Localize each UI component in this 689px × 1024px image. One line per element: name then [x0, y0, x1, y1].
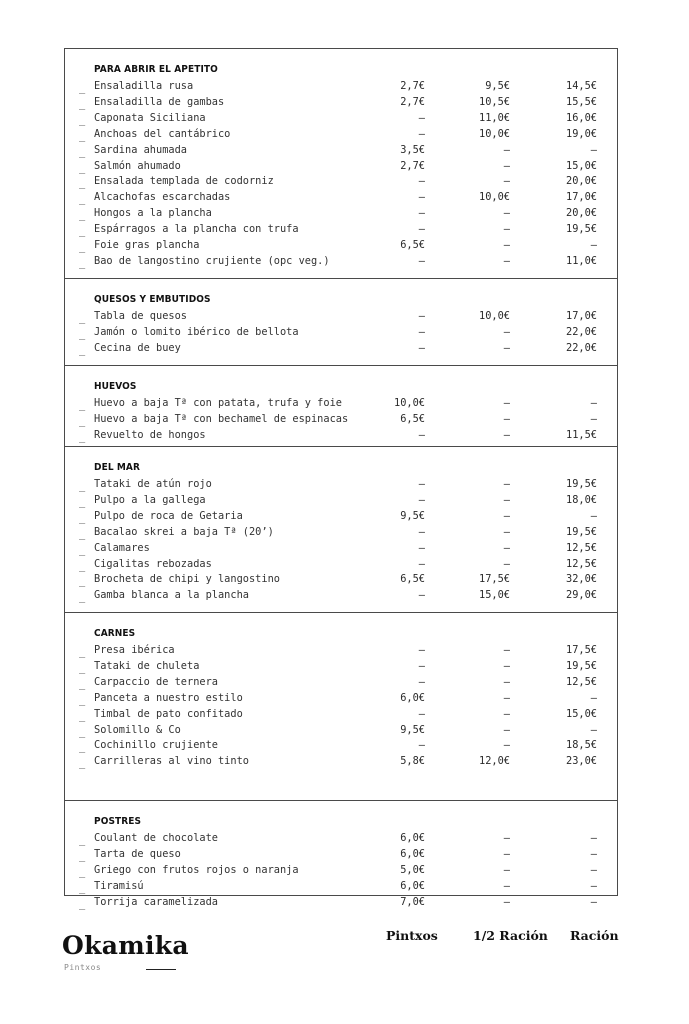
price-portion: 12,5€ — [566, 557, 597, 570]
price-half-portion: — — [503, 691, 510, 704]
price-portion: 32,0€ — [566, 573, 597, 586]
price-half-portion: — — [503, 879, 510, 892]
price-portion: — — [590, 397, 597, 409]
item-name: Ensaladilla de gambas — [94, 95, 225, 108]
price-half-portion: 11,0€ — [479, 111, 510, 124]
bullet-dash: _ — [79, 312, 86, 324]
menu-item — [65, 739, 617, 754]
item-name: Torrija caramelizada — [94, 895, 218, 908]
price-portion: 19,0€ — [566, 127, 597, 140]
bullet-dash: _ — [79, 161, 86, 174]
bullet-dash: _ — [79, 849, 86, 862]
price-half-portion: 17,5€ — [479, 573, 510, 586]
section-title: DEL MAR — [94, 462, 141, 473]
bullet-dash: _ — [79, 575, 86, 588]
price-pintxo: — — [418, 223, 425, 236]
menu-section — [65, 279, 617, 366]
bullet-dash: _ — [79, 527, 86, 540]
bullet-dash: _ — [79, 82, 86, 94]
price-pintxo: 10,0€ — [394, 397, 425, 409]
item-name: Griego con frutos rojos o naranja — [94, 863, 299, 876]
price-pintxo: 2,7€ — [400, 80, 425, 92]
bullet-dash: _ — [79, 543, 86, 556]
item-name: Revuelto de hongos — [94, 428, 206, 441]
section-title: QUESOS Y EMBUTIDOS — [94, 294, 211, 305]
bullet-dash: _ — [79, 559, 86, 572]
item-name: Huevo a baja Tª con bechamel de espinacas — [94, 412, 349, 425]
menu-item — [65, 755, 617, 770]
item-name: Brocheta de chipi y langostino — [94, 573, 280, 586]
menu-item — [65, 708, 617, 723]
bullet-dash: _ — [79, 327, 86, 340]
bullet-dash: _ — [79, 881, 86, 894]
bullet-dash: _ — [79, 177, 86, 190]
section-title: POSTRES — [94, 816, 142, 827]
price-half-portion: — — [503, 707, 510, 720]
menu-section — [65, 801, 617, 910]
item-name: Hongos a la plancha — [94, 207, 212, 220]
price-half-portion: 15,0€ — [479, 589, 510, 602]
price-portion: — — [590, 832, 597, 844]
menu-item — [65, 397, 617, 412]
menu-item — [65, 644, 617, 659]
price-pintxo: — — [418, 175, 425, 188]
item-name: Foie gras plancha — [94, 239, 200, 251]
item-name: Cigalitas rebozadas — [94, 557, 212, 570]
price-half-portion: — — [503, 847, 510, 860]
item-name: Tataki de atún rojo — [94, 478, 212, 490]
bullet-dash: _ — [79, 241, 86, 253]
price-pintxo: 9,5€ — [400, 509, 425, 522]
price-half-portion: — — [503, 739, 510, 752]
price-half-portion: — — [503, 525, 510, 538]
price-half-portion: — — [503, 863, 510, 876]
price-half-portion: — — [503, 644, 510, 656]
price-half-portion: 10,0€ — [479, 191, 510, 204]
item-name: Calamares — [94, 541, 150, 554]
bullet-dash: _ — [79, 343, 86, 356]
item-name: Anchoas del cantábrico — [94, 127, 231, 140]
menu-item — [65, 144, 617, 159]
price-half-portion: — — [503, 675, 510, 688]
item-name: Pulpo de roca de Getaria — [94, 509, 243, 522]
item-name: Sardina ahumada — [94, 143, 187, 156]
price-portion: — — [590, 691, 597, 704]
item-name: Carrilleras al vino tinto — [94, 755, 249, 768]
item-name: Alcachofas escarchadas — [94, 191, 231, 204]
price-half-portion: — — [503, 223, 510, 236]
item-name: Caponata Siciliana — [94, 111, 206, 124]
price-half-portion: — — [503, 541, 510, 554]
menu-item — [65, 526, 617, 541]
price-half-portion: — — [503, 397, 510, 409]
price-pintxo: 9,5€ — [400, 723, 425, 736]
price-portion: 14,5€ — [566, 80, 597, 92]
menu-item — [65, 494, 617, 509]
price-portion: 29,0€ — [566, 589, 597, 602]
price-portion: 17,0€ — [566, 310, 597, 322]
price-pintxo: 6,5€ — [400, 412, 425, 425]
price-half-portion: — — [503, 493, 510, 506]
menu-item — [65, 864, 617, 879]
column-header-racion: Ración — [570, 928, 619, 943]
price-portion: 11,0€ — [566, 254, 597, 267]
price-pintxo: 2,7€ — [400, 159, 425, 172]
price-portion: 22,0€ — [566, 341, 597, 354]
bullet-dash: _ — [79, 209, 86, 222]
item-name: Coulant de chocolate — [94, 832, 218, 844]
brand-subtitle: Pintxos — [64, 963, 102, 972]
menu-item — [65, 429, 617, 444]
menu-section — [65, 447, 617, 613]
price-portion: 20,0€ — [566, 175, 597, 188]
price-pintxo: — — [418, 310, 425, 322]
item-name: Panceta a nuestro estilo — [94, 691, 243, 704]
price-portion: 19,5€ — [566, 478, 597, 490]
item-name: Carpaccio de ternera — [94, 675, 218, 688]
price-portion: — — [590, 239, 597, 251]
price-portion: 12,5€ — [566, 675, 597, 688]
price-portion: 18,5€ — [566, 739, 597, 752]
price-portion: — — [590, 879, 597, 892]
price-pintxo: — — [418, 127, 425, 140]
menu-item — [65, 573, 617, 588]
column-header-pintxos: Pintxos — [386, 928, 438, 943]
section-title: CARNES — [94, 628, 136, 639]
menu-item — [65, 896, 617, 911]
menu-section — [65, 49, 617, 279]
price-half-portion: — — [503, 143, 510, 156]
bullet-dash: _ — [79, 834, 86, 846]
brand-logo: Okamika — [62, 931, 189, 960]
bullet-dash: _ — [79, 741, 86, 754]
price-half-portion: 10,5€ — [479, 95, 510, 108]
bullet-dash: _ — [79, 677, 86, 690]
price-pintxo: 6,0€ — [400, 691, 425, 704]
menu-item — [65, 692, 617, 707]
price-portion: — — [590, 847, 597, 860]
price-half-portion: — — [503, 557, 510, 570]
item-name: Cochinillo crujiente — [94, 739, 218, 752]
bullet-dash: _ — [79, 480, 86, 492]
menu-item — [65, 239, 617, 254]
price-pintxo: — — [418, 493, 425, 506]
bullet-dash: _ — [79, 399, 86, 411]
menu-item — [65, 676, 617, 691]
item-name: Ensaladilla rusa — [94, 80, 194, 92]
bullet-dash: _ — [79, 495, 86, 508]
price-pintxo: — — [418, 739, 425, 752]
price-pintxo: — — [418, 659, 425, 672]
bullet-dash: _ — [79, 661, 86, 674]
price-pintxo: — — [418, 525, 425, 538]
item-name: Tabla de quesos — [94, 310, 187, 322]
price-portion: 23,0€ — [566, 755, 597, 768]
price-portion: 17,0€ — [566, 191, 597, 204]
price-portion: 16,0€ — [566, 111, 597, 124]
price-pintxo: — — [418, 557, 425, 570]
bullet-dash: _ — [79, 725, 86, 738]
price-pintxo: 6,0€ — [400, 879, 425, 892]
price-half-portion: — — [503, 832, 510, 844]
bullet-dash: _ — [79, 97, 86, 110]
price-portion: 22,0€ — [566, 325, 597, 338]
item-name: Huevo a baja Tª con patata, trufa y foie — [94, 397, 342, 409]
price-portion: — — [590, 723, 597, 736]
menu-item — [65, 660, 617, 675]
item-name: Bao de langostino crujiente (opc veg.) — [94, 254, 330, 267]
price-portion: 18,0€ — [566, 493, 597, 506]
price-pintxo: — — [418, 478, 425, 490]
price-half-portion: — — [503, 207, 510, 220]
price-pintxo: — — [418, 254, 425, 267]
price-half-portion: — — [503, 412, 510, 425]
bullet-dash: _ — [79, 693, 86, 706]
bullet-dash: _ — [79, 113, 86, 126]
price-pintxo: — — [418, 644, 425, 656]
price-pintxo: — — [418, 325, 425, 338]
item-name: Salmón ahumado — [94, 159, 181, 172]
menu-item — [65, 128, 617, 143]
menu-item — [65, 112, 617, 127]
bullet-dash: _ — [79, 414, 86, 427]
menu-item — [65, 80, 617, 95]
bullet-dash: _ — [79, 709, 86, 722]
menu-section — [65, 613, 617, 801]
price-portion: 17,5€ — [566, 644, 597, 656]
price-pintxo: 6,0€ — [400, 832, 425, 844]
price-half-portion: — — [503, 659, 510, 672]
menu-item — [65, 542, 617, 557]
price-portion: — — [590, 895, 597, 908]
price-pintxo: — — [418, 341, 425, 354]
price-portion: — — [590, 143, 597, 156]
price-pintxo: — — [418, 207, 425, 220]
price-portion: 19,5€ — [566, 659, 597, 672]
menu-item — [65, 880, 617, 895]
bullet-dash: _ — [79, 511, 86, 524]
price-pintxo: 6,5€ — [400, 573, 425, 586]
price-portion: 19,5€ — [566, 223, 597, 236]
item-name: Tataki de chuleta — [94, 659, 200, 672]
bullet-dash: _ — [79, 865, 86, 878]
menu-item — [65, 310, 617, 325]
price-half-portion: — — [503, 159, 510, 172]
price-pintxo: — — [418, 707, 425, 720]
price-half-portion: 9,5€ — [485, 80, 510, 92]
price-half-portion: 10,0€ — [479, 310, 510, 322]
bullet-dash: _ — [79, 193, 86, 206]
section-title: HUEVOS — [94, 381, 137, 392]
menu-item — [65, 413, 617, 428]
price-half-portion: — — [503, 254, 510, 267]
price-portion: 20,0€ — [566, 207, 597, 220]
price-portion: 12,5€ — [566, 541, 597, 554]
price-half-portion: 10,0€ — [479, 127, 510, 140]
menu-box — [64, 48, 618, 910]
price-half-portion: 12,0€ — [479, 755, 510, 768]
price-half-portion: — — [503, 428, 510, 441]
menu-item — [65, 832, 617, 847]
item-name: Jamón o lomito ibérico de bellota — [94, 325, 299, 338]
bullet-dash: _ — [79, 591, 86, 604]
price-pintxo: — — [418, 675, 425, 688]
price-half-portion: — — [503, 509, 510, 522]
item-name: Espárragos a la plancha con trufa — [94, 223, 299, 236]
menu-item — [65, 589, 617, 604]
item-name: Presa ibérica — [94, 644, 175, 656]
item-name: Timbal de pato confitado — [94, 707, 243, 720]
price-pintxo: — — [418, 191, 425, 204]
menu-item — [65, 342, 617, 357]
bullet-dash: _ — [79, 129, 86, 142]
item-name: Bacalao skrei a baja Tª (20’) — [94, 525, 274, 538]
item-name: Solomillo & Co — [94, 723, 181, 736]
menu-section — [65, 366, 617, 447]
bullet-dash: _ — [79, 646, 86, 658]
menu-item — [65, 478, 617, 493]
price-pintxo: 5,0€ — [400, 863, 425, 876]
menu-item — [65, 255, 617, 270]
bullet-dash: _ — [79, 757, 86, 770]
column-header-media-racion: 1/2 Ración — [473, 928, 548, 943]
price-portion: 15,5€ — [566, 95, 597, 108]
price-pintxo: 7,0€ — [400, 895, 425, 908]
bullet-dash: _ — [79, 430, 86, 443]
bullet-dash: _ — [79, 225, 86, 238]
bullet-dash: _ — [79, 256, 86, 269]
price-half-portion: — — [503, 895, 510, 908]
price-pintxo: 6,0€ — [400, 847, 425, 860]
menu-item — [65, 558, 617, 573]
price-pintxo: — — [418, 111, 425, 124]
menu-item — [65, 326, 617, 341]
price-half-portion: — — [503, 341, 510, 354]
item-name: Pulpo a la gallega — [94, 493, 206, 506]
price-portion: 15,0€ — [566, 159, 597, 172]
menu-item — [65, 724, 617, 739]
price-portion: 19,5€ — [566, 525, 597, 538]
price-half-portion: — — [503, 175, 510, 188]
menu-item — [65, 96, 617, 111]
item-name: Cecina de buey — [94, 341, 181, 354]
price-pintxo: 2,7€ — [400, 95, 425, 108]
menu-item — [65, 160, 617, 175]
menu-item — [65, 223, 617, 238]
menu-item — [65, 191, 617, 206]
item-name: Tarta de queso — [94, 847, 181, 860]
bullet-dash: _ — [79, 145, 86, 158]
brand-rule — [146, 969, 176, 970]
item-name: Tiramisú — [94, 879, 144, 892]
price-portion: — — [590, 412, 597, 425]
menu-item — [65, 175, 617, 190]
menu-item — [65, 848, 617, 863]
section-title: PARA ABRIR EL APETITO — [94, 64, 218, 75]
bullet-dash: _ — [79, 897, 86, 910]
menu-item — [65, 510, 617, 525]
item-name: Gamba blanca a la plancha — [94, 589, 249, 602]
item-name: Ensalada templada de codorniz — [94, 175, 274, 188]
price-half-portion: — — [503, 325, 510, 338]
price-pintxo: 3,5€ — [400, 143, 425, 156]
price-pintxo: — — [418, 428, 425, 441]
price-portion: — — [590, 863, 597, 876]
price-portion: — — [590, 509, 597, 522]
price-pintxo: 5,8€ — [400, 755, 425, 768]
price-pintxo: — — [418, 589, 425, 602]
price-portion: 11,5€ — [566, 428, 597, 441]
price-half-portion: — — [503, 723, 510, 736]
price-half-portion: — — [503, 478, 510, 490]
menu-item — [65, 207, 617, 222]
price-half-portion: — — [503, 239, 510, 251]
price-pintxo: 6,5€ — [400, 239, 425, 251]
price-pintxo: — — [418, 541, 425, 554]
price-portion: 15,0€ — [566, 707, 597, 720]
